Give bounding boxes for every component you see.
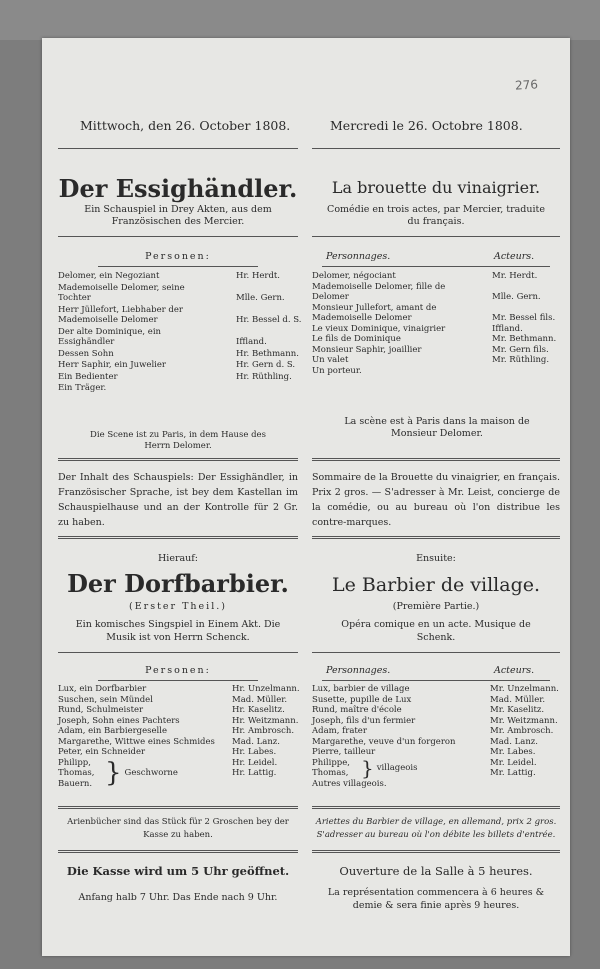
brace-icon: } — [105, 758, 122, 789]
cast-row — [312, 324, 560, 335]
role: Lux, ein Dorfbarbier — [58, 684, 147, 694]
group-names — [58, 758, 102, 790]
cast-row — [58, 372, 298, 383]
actor: Hr. Rüthling. — [236, 371, 292, 382]
cast-row — [58, 327, 298, 348]
actor: Hr. Kaselitz. — [232, 705, 285, 715]
french-personnages2-heading: Personnages. — [326, 665, 391, 676]
cast-row — [312, 705, 560, 716]
divider — [322, 680, 550, 681]
cast-row — [58, 271, 298, 282]
cast-row — [58, 383, 298, 394]
french-date: Mercredi le 26. Octobre 1808. — [330, 118, 523, 133]
divider — [98, 680, 258, 681]
actor: Mr. Ambrosch. — [490, 726, 554, 736]
actor: Iffland. — [236, 337, 267, 347]
german-personen2-heading: Personen: — [145, 665, 211, 676]
role: Peter, ein Schneider — [58, 747, 146, 757]
group-actors — [490, 758, 560, 779]
german-title2: Der Dorfbarbier. — [67, 569, 289, 598]
role: Autres villageois. — [312, 778, 387, 789]
actor: Hr. Ambrosch. — [232, 726, 295, 736]
role: Ein Bedienter — [58, 371, 118, 382]
role: Dessen Sohn — [58, 348, 114, 359]
divider — [312, 536, 560, 539]
actor: Mlle. Gern. — [236, 293, 285, 303]
french-subtitle: Comédie en trois actes, par Mercier, traduite du français. — [327, 204, 545, 227]
cast-group — [312, 758, 560, 779]
role: Adam, ein Barbiergeselle — [58, 726, 167, 736]
german-cast2-list — [58, 684, 298, 789]
divider — [312, 148, 560, 149]
cast-row — [58, 304, 302, 326]
actor: Hr. Lattig. — [232, 768, 277, 778]
french-title2: Le Barbier de village. — [331, 574, 541, 596]
german-subtitle2: Ein komisches Singspiel in Einem Akt. Die Musik ist von Herrn Schenck. — [75, 619, 281, 643]
actor — [492, 366, 560, 377]
brace-icon: } — [361, 756, 374, 780]
german-hierauf: Hierauf: — [158, 553, 198, 564]
divider — [58, 652, 298, 653]
actor: Hr. Gern d. S. — [236, 360, 296, 370]
cast-row — [58, 737, 298, 748]
cast-row — [312, 716, 560, 727]
role: Rund, maître d'école — [312, 705, 402, 715]
actor: Mad. Lanz. — [232, 736, 280, 747]
actor: Mr. Labes. — [490, 747, 536, 757]
actor: Mr. Lattig. — [490, 768, 536, 778]
actor: Mad. Müller. — [232, 694, 288, 705]
role: Le vieux Dominique, vinaigrier — [312, 323, 446, 334]
role: Susette, pupille de Lux — [312, 694, 412, 705]
divider — [58, 458, 298, 461]
role: Lux, barbier de village — [312, 684, 410, 694]
cast-row — [58, 283, 298, 304]
german-title: Der Essighändler. — [58, 174, 298, 203]
actor: Hr. Herdt. — [236, 271, 281, 281]
scanner-background — [0, 0, 600, 40]
actor: Mr. Bethmann. — [492, 334, 557, 344]
actor: Mad. Müller. — [490, 694, 546, 705]
cast-row — [58, 747, 298, 758]
role: Herr Saphir, ein Juwelier — [58, 360, 166, 370]
french-subtitle2: Opéra comique en un acte. Musique de Schenk. — [341, 619, 531, 643]
german-cast-list — [58, 271, 302, 394]
french-personnages-heading: Personnages. — [326, 251, 391, 262]
french-acteurs-heading: Acteurs. — [494, 251, 535, 262]
geschworne-label: Geschworne — [124, 768, 178, 778]
role: Bauern. — [58, 778, 93, 789]
french-representation: La représentation commencera à 6 heures & demie & sera finie après 9 heures. — [327, 887, 545, 911]
playbill-page — [42, 38, 570, 956]
actor: Mr. Leidel. — [490, 757, 537, 768]
cast-row — [312, 726, 560, 737]
role: Delomer, négociant — [312, 271, 396, 281]
cast-row — [312, 737, 560, 748]
villageois-label: villageois — [376, 762, 418, 773]
role: Rund, Schulmeister — [58, 705, 144, 715]
divider — [312, 806, 560, 809]
divider — [58, 806, 298, 809]
french-sommaire-note: Sommaire de la Brouette du vinaigrier, en français. Prix 2 gros. — S'adresser à Mr. Leist, concierge de la comédie, ou au bureau où l'on distribue les contre-marques. — [312, 472, 560, 528]
french-cast2-list — [312, 684, 560, 789]
french-cast-list — [312, 271, 560, 376]
actor: Mr. Rüthling. — [492, 355, 550, 365]
french-part: (Première Partie.) — [392, 601, 480, 612]
actor: Hr. Labes. — [232, 747, 277, 757]
actor: Mlle. Gern. — [492, 292, 541, 302]
divider — [312, 652, 560, 653]
actor: Mad. Lanz. — [490, 736, 538, 747]
actor: Mr. Herdt. — [492, 271, 538, 281]
actor: Hr. Bessel d. S. — [236, 315, 302, 325]
german-scene-note: Die Scene ist zu Paris, in dem Hause des Herrn Delomer. — [90, 430, 266, 451]
cast-row — [312, 695, 560, 706]
french-ariettes-note: Ariettes du Barbier de village, en allemand, prix 2 gros. S'adresser au bureau où l'on débite les billets d'entrée. — [315, 817, 557, 840]
cast-row — [58, 695, 298, 706]
actor: Mr. Kaselitz. — [490, 705, 545, 715]
role: Joseph, Sohn eines Pachters — [58, 715, 180, 726]
actor: Mr. Bessel fils. — [492, 313, 556, 323]
cast-row — [312, 303, 560, 324]
cast-row — [312, 282, 560, 303]
actor: Hr. Bethmann. — [236, 348, 299, 359]
archive-number: 276 — [514, 77, 539, 93]
group-names — [312, 758, 358, 779]
actor: Mr. Weitzmann. — [490, 715, 558, 726]
role: Margarethe, Wittwe eines Schmides — [58, 736, 215, 747]
cast-row — [58, 349, 298, 360]
german-date: Mittwoch, den 26. October 1808. — [80, 118, 291, 133]
role: Mademoiselle Delomer, fille de Delomer — [312, 281, 446, 302]
german-part: (Erster Theil.) — [129, 601, 227, 612]
role: Margarethe, veuve d'un forgeron — [312, 736, 456, 747]
role: Philippe, — [312, 757, 350, 768]
divider — [312, 236, 560, 237]
divider — [312, 458, 560, 461]
divider — [58, 148, 298, 149]
role: Un valet — [312, 355, 349, 365]
divider — [312, 850, 560, 853]
role: Monsieur Saphir, joaillier — [312, 344, 422, 355]
german-inhalt-note: Der Inhalt des Schauspiels: Der Essighändler, in Französischer Sprache, ist bey dem Kastellan im Schauspielhause und an der Kontrolle für 2 Gr. zu haben. — [58, 472, 298, 528]
cast-row — [312, 345, 560, 356]
role: Der alte Dominique, ein Essighändler — [58, 326, 162, 347]
group-actors — [232, 758, 298, 790]
divider — [322, 266, 550, 267]
german-kasse: Die Kasse wird um 5 Uhr geöffnet. — [66, 864, 290, 878]
cast-row — [58, 716, 298, 727]
french-acteurs2-heading: Acteurs. — [494, 665, 535, 676]
role: Philipp, — [58, 757, 91, 768]
role: Ein Träger. — [58, 383, 107, 393]
cast-group — [58, 758, 298, 790]
role: Suschen, sein Mündel — [58, 694, 153, 705]
cast-row — [312, 271, 560, 282]
french-ouverture: Ouverture de la Salle à 5 heures. — [339, 864, 533, 878]
german-subtitle: Ein Schauspiel in Drey Akten, aus dem Französischen des Mercier. — [84, 204, 272, 227]
cast-row — [312, 334, 560, 345]
divider — [58, 236, 298, 237]
actor: Hr. Unzelmann. — [232, 684, 300, 694]
role: Monsieur Jullefort, amant de Mademoiselle Delomer — [312, 302, 437, 323]
role: Le fils de Dominique — [312, 334, 401, 344]
french-ensuite: Ensuite: — [416, 553, 456, 564]
german-anfang: Anfang halb 7 Uhr. Das Ende nach 9 Uhr. — [78, 892, 278, 903]
actor: Hr. Leidel. — [232, 757, 278, 768]
german-personen-heading: Personen: — [145, 251, 211, 262]
cast-row — [58, 705, 298, 716]
role: Pierre, tailleur — [312, 747, 376, 757]
actor — [236, 383, 298, 394]
role: Thomas, — [312, 768, 349, 778]
role: Herr Jüllefort, Liebhaber der Mademoiselle Delomer — [58, 304, 183, 325]
divider — [58, 850, 298, 853]
actor: Iffland. — [492, 323, 523, 334]
role: Adam, frater — [312, 726, 367, 736]
cast-row — [58, 726, 298, 737]
actor: Mr. Unzelmann. — [490, 684, 559, 694]
role: Mademoiselle Delomer, seine Tochter — [58, 282, 185, 303]
divider — [98, 266, 258, 267]
actor: Hr. Weitzmann. — [232, 715, 299, 726]
french-title: La brouette du vinaigrier. — [331, 178, 541, 197]
cast-row — [312, 355, 560, 366]
cast-row — [312, 684, 560, 695]
french-scene-note: La scène est à Paris dans la maison de Monsieur Delomer. — [344, 416, 530, 439]
cast-row — [58, 360, 298, 371]
role: Delomer, ein Negoziant — [58, 271, 160, 281]
cast-row — [312, 747, 560, 758]
cast-row — [58, 684, 298, 695]
german-arien-note: Arienbücher sind das Stück für 2 Groschen bey der Kasse zu haben. — [67, 817, 289, 840]
actor: Mr. Gern fils. — [492, 344, 549, 355]
role: Un porteur. — [312, 365, 362, 376]
divider — [58, 536, 298, 539]
role: Thomas, — [58, 768, 95, 778]
cast-row — [312, 366, 560, 377]
role: Joseph, fils d'un fermier — [312, 715, 416, 726]
